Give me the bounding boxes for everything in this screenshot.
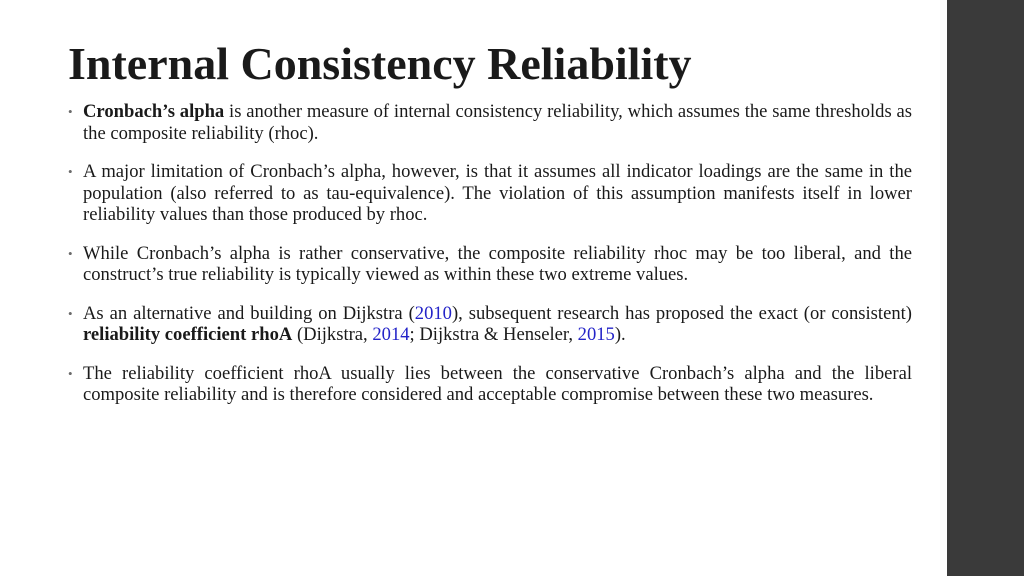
bullet-text: A major limitation of Cronbach’s alpha, however, is that it assumes all indicator loadings are the same in the population (also referred to as tau-equivalence). The violation of this assumption manifests itself in lower reliability values than those produced by rhoc.: [83, 161, 912, 225]
bullet-dot-icon: •: [68, 104, 73, 119]
bold-term: reliability coefficient rhoA: [83, 324, 293, 345]
bullet-item: [68, 161, 912, 226]
bullet-dot-icon: •: [68, 305, 73, 321]
bullet-list: [68, 101, 912, 423]
bullet-item: [68, 303, 912, 346]
slide-title: Internal Consistency Reliability: [68, 38, 692, 89]
bullet-text: As an alternative and building on Dijkstra (: [83, 302, 415, 324]
bullet-text: ), subsequent research has proposed the exact (or consistent): [451, 302, 912, 324]
bullet-text: ).: [614, 324, 626, 345]
bold-term: Cronbach’s alpha: [83, 101, 225, 122]
bullet-text: While Cronbach’s alpha is rather conservative, the composite reliability rhoc may be too liberal, and the construct’s true reliability is typically viewed as within these two extreme values.: [83, 242, 912, 285]
citation-link-2010[interactable]: 2010: [414, 302, 452, 324]
bullet-text: ; Dijkstra & Henseler,: [409, 324, 578, 345]
bullet-item: [68, 243, 912, 286]
bullet-item: [68, 101, 912, 144]
bullet-item: [68, 363, 912, 406]
bullet-dot-icon: •: [68, 245, 73, 261]
bullet-text: The reliability coefficient rhoA usually lies between the conservative Cronbach’s alpha and the liberal composite reliability and is therefore considered and acceptable compromise between these two measures.: [83, 362, 912, 405]
citation-link-2014[interactable]: 2014: [372, 324, 410, 345]
bullet-text: (Dijkstra,: [292, 324, 373, 345]
bullet-dot-icon: •: [68, 164, 73, 179]
citation-link-2015[interactable]: 2015: [577, 324, 615, 345]
right-sidebar-strip: [947, 0, 1024, 576]
bullet-dot-icon: •: [68, 365, 73, 381]
bullet-text: is another measure of internal consistency reliability, which assumes the same thresholds as the composite reliability (rhoc).: [83, 101, 912, 144]
